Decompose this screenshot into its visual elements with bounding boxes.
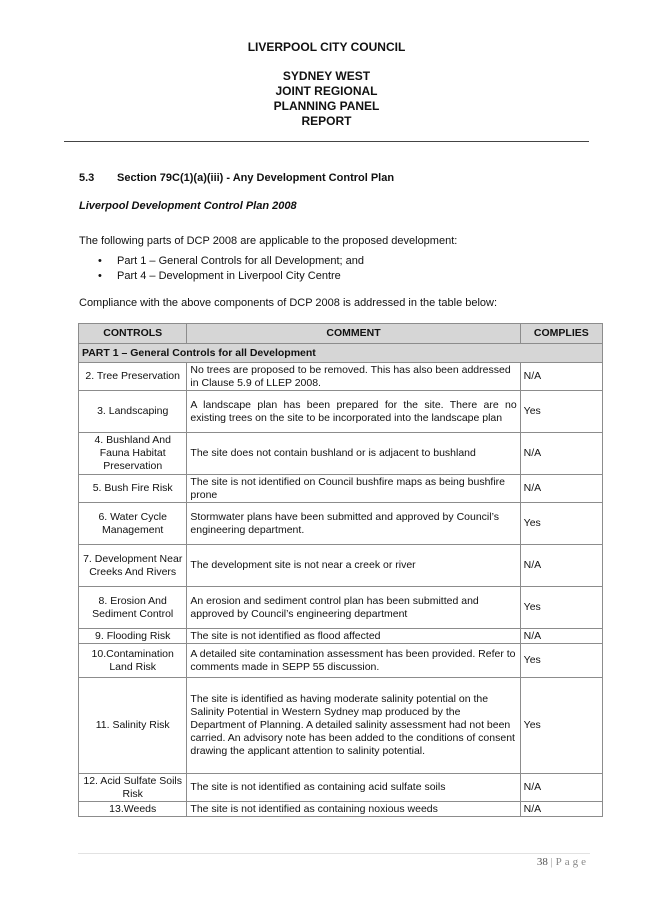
table-row [79, 433, 603, 475]
control-cell: 8. Erosion And Sediment Control [79, 587, 187, 629]
complies-cell: Yes [520, 503, 602, 545]
comment-cell: A landscape plan has been prepared for the site. There are no existing trees on the site to be incorporated into the landscape plan [187, 391, 520, 433]
list-item: • Part 1 – General Controls for all Development; and [98, 254, 364, 269]
table-row [79, 503, 603, 545]
complies-cell: Yes [520, 391, 602, 433]
header-comment: COMMENT [187, 324, 520, 344]
control-cell: 6. Water Cycle Management [79, 503, 187, 545]
comment-cell: The site does not contain bushland or is adjacent to bushland [187, 433, 520, 475]
section-title: Section 79C(1)(a)(iii) - Any Development Control Plan [117, 172, 395, 184]
table-row [79, 475, 603, 503]
control-cell: 13.Weeds [79, 802, 187, 817]
control-cell: 10.Contamination Land Risk [79, 644, 187, 678]
comment-cell: The site is not identified as flood affected [187, 629, 520, 644]
table-row [79, 678, 603, 774]
complies-cell: N/A [520, 545, 602, 587]
applicable-parts-list [98, 254, 364, 284]
header-complies: COMPLIES [520, 324, 602, 344]
table-row [79, 587, 603, 629]
control-cell: 3. Landscaping [79, 391, 187, 433]
list-item: • Part 4 – Development in Liverpool City Centre [98, 269, 364, 284]
page-number: 38 [536, 856, 548, 868]
section-heading [79, 172, 394, 184]
table-row [79, 363, 603, 391]
page-label: Page [555, 856, 589, 868]
comment-cell: No trees are proposed to be removed. This has also been addressed in Clause 5.9 of LLEP 2008. [187, 363, 520, 391]
footer-divider [78, 853, 590, 854]
control-cell: 9. Flooding Risk [79, 629, 187, 644]
comment-cell: A detailed site contamination assessment has been provided. Refer to comments made in SEPP 55 discussion. [187, 644, 520, 678]
control-cell: 4. Bushland And Fauna Habitat Preservation [79, 433, 187, 475]
complies-cell: N/A [520, 802, 602, 817]
comment-cell: The site is identified as having moderate salinity potential on the Salinity Potential in Western Sydney map produced by the Department of Planning. A detailed salinity assessment had not been carried. An advisory note has been added to the conditions of consent drawing the applicant attention to salinity potential. [187, 678, 520, 774]
panel-title [0, 69, 653, 129]
panel-line: JOINT REGIONAL [275, 84, 378, 98]
comment-cell: The development site is not near a creek or river [187, 545, 520, 587]
panel-line: SYDNEY WEST [282, 69, 371, 83]
complies-cell: Yes [520, 644, 602, 678]
dcp-subheading: Liverpool Development Control Plan 2008 [79, 200, 297, 212]
control-cell: 5. Bush Fire Risk [79, 475, 187, 503]
comment-cell: The site is not identified as containing acid sulfate soils [187, 774, 520, 802]
intro-paragraph: The following parts of DCP 2008 are applicable to the proposed development: [79, 235, 458, 247]
table-row [79, 802, 603, 817]
comment-cell: The site is not identified on Council bushfire maps as being bushfire prone [187, 475, 520, 503]
complies-cell: N/A [520, 475, 602, 503]
table-row [79, 629, 603, 644]
complies-cell: Yes [520, 678, 602, 774]
comment-cell: An erosion and sediment control plan has been submitted and approved by Council’s engineering department [187, 587, 520, 629]
control-cell: 12. Acid Sulfate Soils Risk [79, 774, 187, 802]
section-number: 5.3 [79, 172, 95, 184]
comment-cell: The site is not identified as containing noxious weeds [187, 802, 520, 817]
header-controls: CONTROLS [79, 324, 187, 344]
header-divider [64, 141, 589, 142]
control-cell: 7. Development Near Creeks And Rivers [79, 545, 187, 587]
table-header-row [79, 324, 603, 344]
panel-line: PLANNING PANEL [273, 99, 380, 113]
council-title: LIVERPOOL CITY COUNCIL [247, 40, 406, 54]
complies-cell: N/A [520, 363, 602, 391]
complies-cell: N/A [520, 433, 602, 475]
complies-cell: N/A [520, 774, 602, 802]
table-row [79, 774, 603, 802]
footer-separator: | [550, 856, 553, 868]
table-row [79, 644, 603, 678]
complies-cell: Yes [520, 587, 602, 629]
complies-cell: N/A [520, 629, 602, 644]
compliance-table [78, 323, 603, 817]
panel-line: REPORT [301, 114, 352, 128]
part-title: PART 1 – General Controls for all Development [79, 344, 603, 363]
part-row [79, 344, 603, 363]
control-cell: 11. Salinity Risk [79, 678, 187, 774]
comment-cell: Stormwater plans have been submitted and approved by Council’s engineering department. [187, 503, 520, 545]
table-row [79, 545, 603, 587]
compliance-paragraph: Compliance with the above components of DCP 2008 is addressed in the table below: [79, 297, 498, 309]
table-row [79, 391, 603, 433]
page-footer [0, 856, 589, 868]
control-cell: 2. Tree Preservation [79, 363, 187, 391]
